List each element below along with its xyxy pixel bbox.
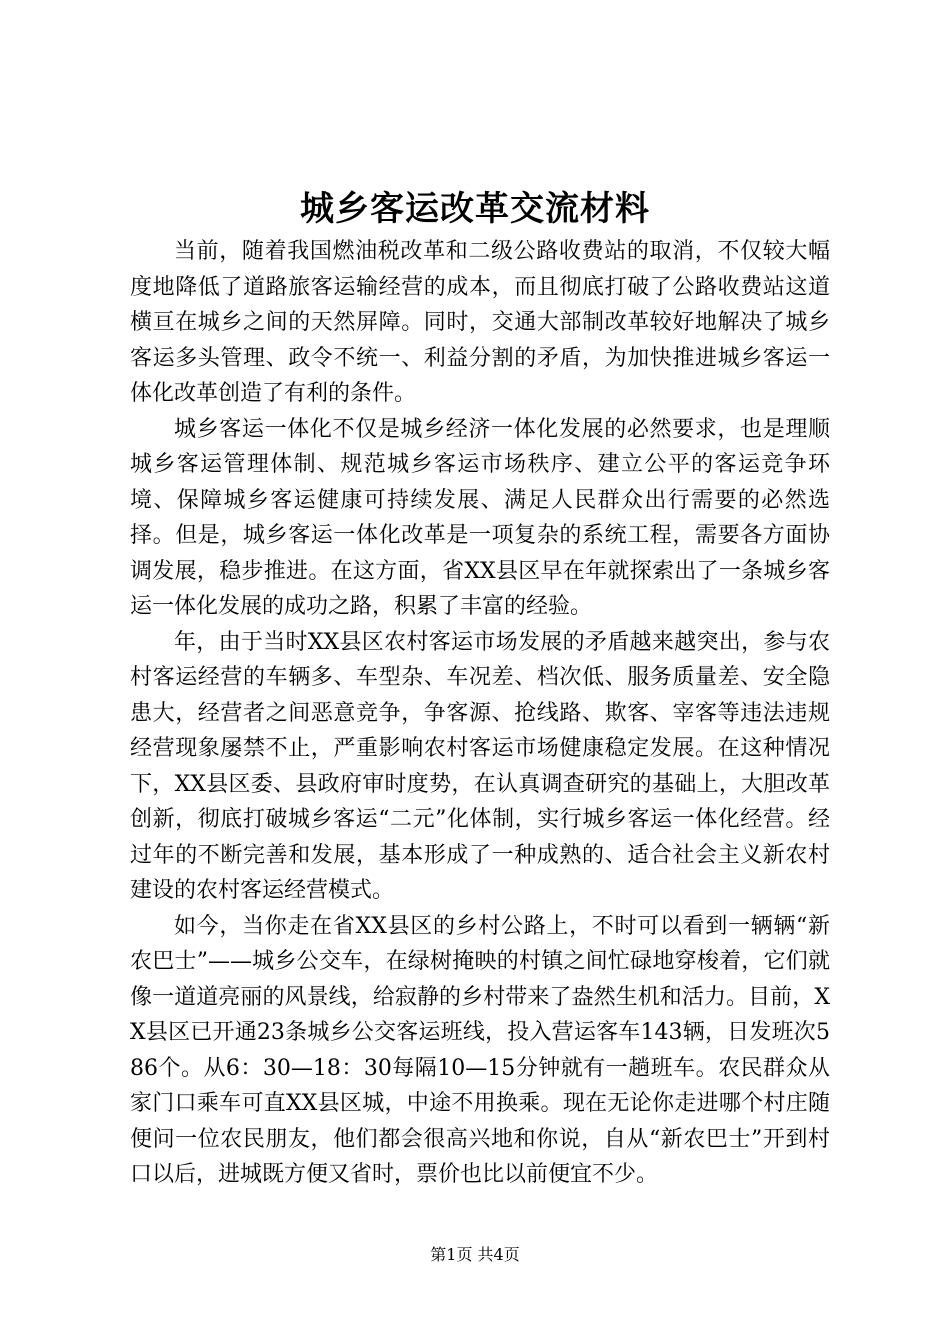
paragraph-4: 如今，当你走在省XX县区的乡村公路上，不时可以看到一辆辆“新农巴士”——城乡公交车，在绿树掩映的村镇之间忙碌地穿梭着，它们就像一道道亮丽的风景线，给寂静的乡村带来了盎然生机和活力。目前，XX县区已开通23条城乡公交客运班线，投入营运客车143辆，日发班次586个。从6：30—18：30每隔10—15分钟就有一趟班车。农民群众从家门口乘车可直XX县区城，中途不用换乘。现在无论你走进哪个村庄随便问一位农民朋友，他们都会很高兴地和你说，自从“新农巴士”开到村口以后，进城既方便又省时，票价也比以前便宜不少。 bbox=[130, 913, 830, 1187]
document-title: 城乡客运改革交流材料 bbox=[300, 189, 650, 229]
page-number-footer: 第1页 共4页 bbox=[430, 1245, 520, 1264]
paragraph-3: 年，由于当时XX县区农村客运市场发展的矛盾越来越突出，参与农村客运经营的车辆多、车型杂、车况差、档次低、服务质量差、安全隐患大，经营者之间恶意竞争，争客源、抢线路、欺客、宰客等违法违规经营现象屡禁不止，严重影响农村客运市场健康稳定发展。在这种情况下，XX县区委、县政府审时度势，在认真调查研究的基础上，大胆改革创新，彻底打破城乡客运“二元”化体制，实行城乡客运一体化经营。经过年的不断完善和发展，基本形成了一种成熟的、适合社会主义新农村建设的农村客运经营模式。 bbox=[130, 629, 830, 903]
paragraph-1: 当前，随着我国燃油税改革和二级公路收费站的取消，不仅较大幅度地降低了道路旅客运输经营的成本，而且彻底打破了公路收费站这道横亘在城乡之间的天然屏障。同时，交通大部制改革较好地解决了城乡客运多头管理、政令不统一、利益分割的矛盾，为加快推进城乡客运一体化改革创造了有利的条件。 bbox=[130, 239, 830, 406]
document-body bbox=[130, 234, 830, 1193]
paragraph-2: 城乡客运一体化不仅是城乡经济一体化发展的必然要求，也是理顺城乡客运管理体制、规范城乡客运市场秩序、建立公平的客运竞争环境、保障城乡客运健康可持续发展、满足人民群众出行需要的必然选择。但是，城乡客运一体化改革是一项复杂的系统工程，需要各方面协调发展，稳步推进。在这方面，省XX县区早在年就探索出了一条城乡客运一体化发展的成功之路，积累了丰富的经验。 bbox=[130, 416, 830, 619]
